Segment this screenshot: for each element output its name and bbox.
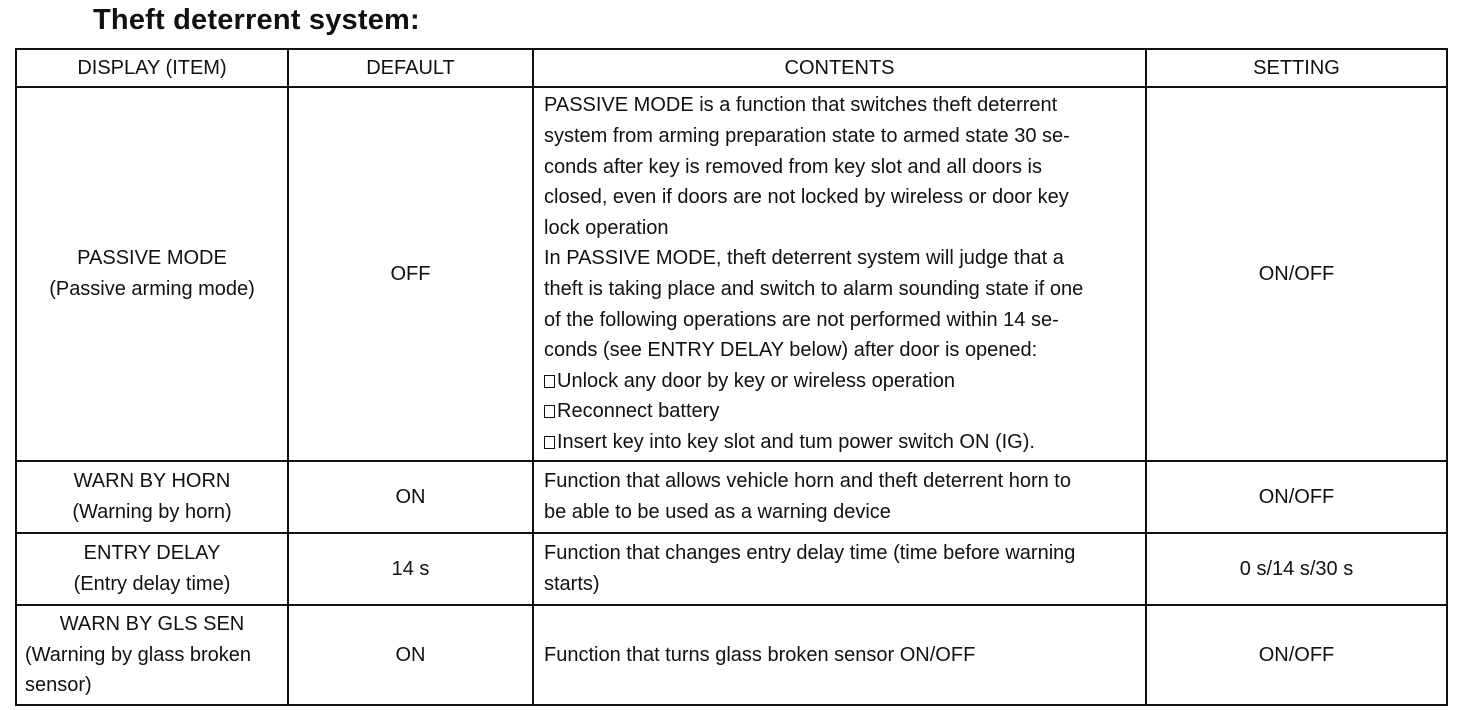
display-sub: (Passive arming mode)	[49, 278, 255, 300]
display-main: WARN BY HORN	[73, 470, 231, 493]
display-cell	[16, 461, 288, 533]
display-main: ENTRY DELAY	[83, 542, 221, 565]
bullet-item	[544, 396, 1135, 427]
default-cell: ON	[288, 461, 533, 533]
display-sub: (Entry delay time)	[73, 573, 231, 595]
checkbox-bullet-icon	[544, 405, 555, 418]
table-row	[16, 605, 1447, 705]
bullet-text: Reconnect battery	[557, 400, 720, 423]
table-row	[16, 461, 1447, 533]
setting-cell: ON/OFF	[1146, 461, 1447, 533]
contents-line: Function that changes entry delay time (time before warning	[544, 542, 1076, 565]
setting-cell: ON/OFF	[1146, 605, 1447, 705]
header-contents: CONTENTS	[533, 49, 1146, 87]
contents-line: In PASSIVE MODE, theft deterrent system will judge that a	[544, 247, 1064, 270]
checkbox-bullet-icon	[544, 375, 555, 388]
contents-line: conds (see ENTRY DELAY below) after door is opened:	[544, 339, 1038, 362]
table-header-row	[16, 49, 1447, 87]
default-cell: ON	[288, 605, 533, 705]
contents-line: conds after key is removed from key slot and all doors is	[544, 155, 1042, 178]
contents-line: system from arming preparation state to armed state 30 se-	[544, 125, 1070, 148]
header-setting: SETTING	[1146, 49, 1447, 87]
setting-cell: ON/OFF	[1146, 87, 1447, 461]
contents-line: closed, even if doors are not locked by wireless or door key	[544, 186, 1069, 209]
header-display: DISPLAY (ITEM)	[16, 49, 288, 87]
table-row	[16, 533, 1447, 605]
header-default: DEFAULT	[288, 49, 533, 87]
bullet-item	[544, 427, 1135, 458]
bullet-item	[544, 366, 1135, 397]
contents-line: of the following operations are not performed within 14 se-	[544, 308, 1059, 331]
theft-deterrent-table	[15, 48, 1448, 706]
display-cell	[16, 605, 288, 705]
contents-line: theft is taking place and switch to alarm sounding state if one	[544, 278, 1084, 300]
contents-line: starts)	[544, 573, 600, 595]
display-cell	[16, 533, 288, 605]
default-cell: OFF	[288, 87, 533, 461]
display-sub: (Warning by horn)	[72, 501, 232, 523]
display-sub: sensor)	[25, 674, 92, 697]
bullet-text: Insert key into key slot and tum power switch ON (IG).	[557, 430, 1035, 453]
display-main: WARN BY GLS SEN	[59, 613, 245, 636]
contents-cell	[533, 533, 1146, 605]
bullet-text: Unlock any door by key or wireless operation	[557, 369, 955, 392]
checkbox-bullet-icon	[544, 436, 555, 449]
contents-line: Function that allows vehicle horn and theft deterrent horn to	[544, 470, 1071, 493]
default-cell: 14 s	[288, 533, 533, 605]
contents-cell	[533, 87, 1146, 461]
table-row	[16, 87, 1447, 461]
contents-cell	[533, 461, 1146, 533]
page-title: Theft deterrent system:	[93, 4, 420, 36]
contents-line: lock operation	[544, 216, 669, 239]
contents-cell	[533, 605, 1146, 705]
display-sub: (Warning by glass broken	[25, 643, 252, 666]
contents-line: PASSIVE MODE is a function that switches theft deterrent	[544, 94, 1058, 117]
contents-line: Function that turns glass broken sensor ON/OFF	[544, 643, 976, 666]
display-main: PASSIVE MODE	[77, 247, 227, 270]
setting-cell: 0 s/14 s/30 s	[1146, 533, 1447, 605]
contents-line: be able to be used as a warning device	[544, 501, 891, 523]
display-cell	[16, 87, 288, 461]
